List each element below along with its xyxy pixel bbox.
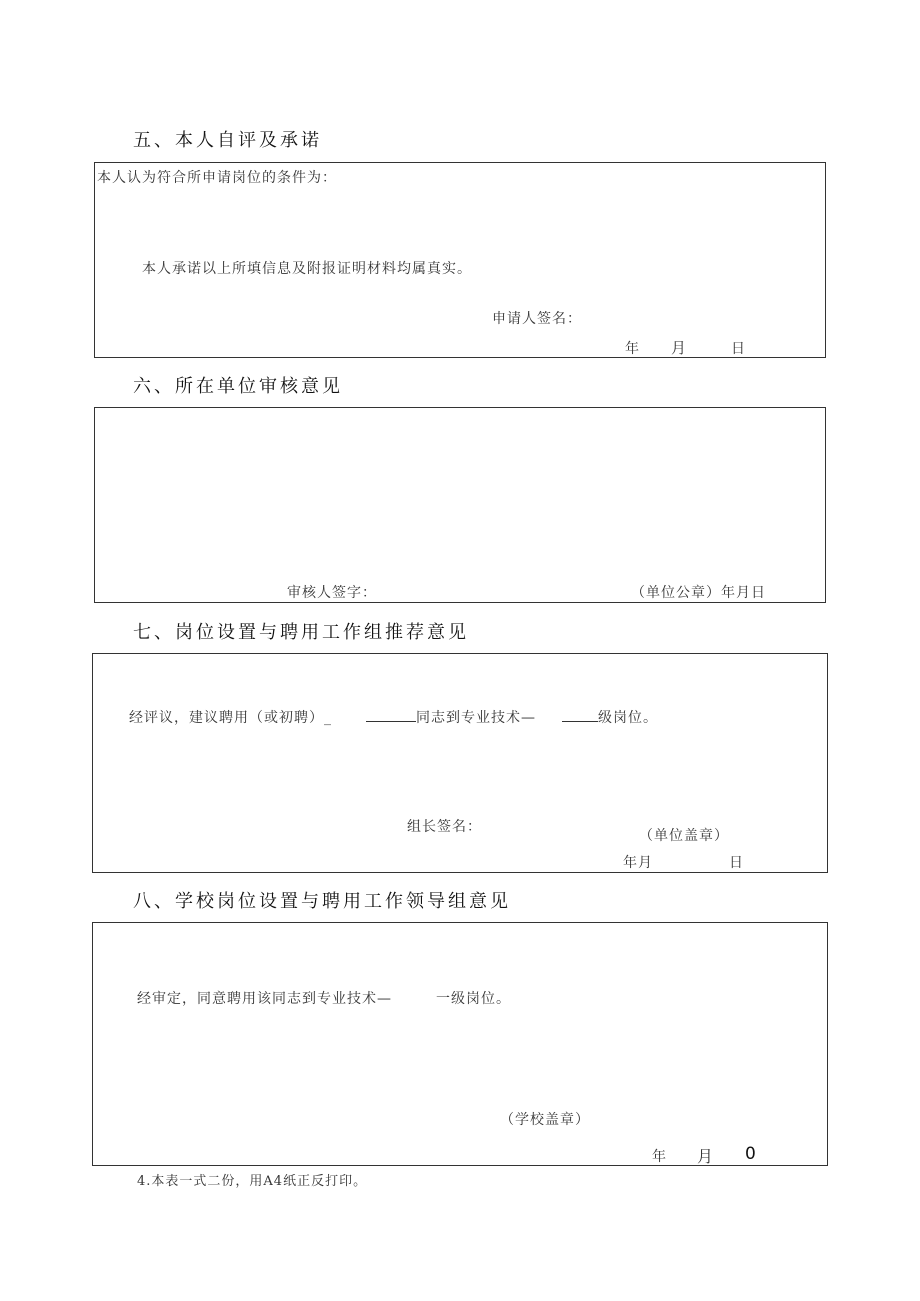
group-leader-signature-label: 组长签名： <box>407 819 482 835</box>
approve-suffix: 一级岗位。 <box>436 991 511 1007</box>
date-day: 日 <box>729 855 744 871</box>
section-7-heading: 七、岗位设置与聘用工作组推荐意见 <box>133 622 469 643</box>
grade-blank <box>562 707 598 722</box>
section-6-heading: 六、所在单位审核意见 <box>133 376 343 397</box>
recommend-prefix: 经评议，建议聘用（或初聘）_ <box>129 710 332 726</box>
date-day: 日 <box>731 341 746 357</box>
date-month: 月 <box>671 339 688 357</box>
date-day: 0 <box>745 1144 756 1164</box>
self-evaluation-box <box>94 162 826 358</box>
section-8-heading: 八、学校岗位设置与聘用工作领导组意见 <box>133 891 511 912</box>
recommend-mid: 同志到专业技术— <box>416 710 536 726</box>
applicant-signature-label: 申请人签名： <box>492 311 582 327</box>
date-year-month: 年月 <box>623 855 653 871</box>
date-year: 年 <box>625 341 640 357</box>
working-group-box <box>92 653 828 873</box>
school-seal: （学校盖章） <box>500 1112 590 1128</box>
date-month: 月 <box>697 1147 715 1166</box>
recommendation-line <box>129 707 658 727</box>
footnote: 4.本表一式二份，用A4纸正反打印。 <box>137 1174 368 1189</box>
date-year: 年 <box>652 1149 667 1165</box>
name-blank <box>366 707 416 722</box>
approve-prefix: 经审定，同意聘用该同志到专业技术— <box>137 991 392 1007</box>
reviewer-signature-label: 审核人签字： <box>287 585 377 601</box>
unit-review-box <box>94 407 826 603</box>
recommend-suffix: 级岗位。 <box>598 710 658 726</box>
leadership-group-box <box>92 922 828 1166</box>
unit-seal-date: （单位公章）年月日 <box>631 585 766 601</box>
approval-line <box>137 988 511 1008</box>
promise-statement: 本人承诺以上所填信息及附报证明材料均属真实。 <box>142 261 472 277</box>
conditions-label: 本人认为符合所申请岗位的条件为： <box>97 170 337 186</box>
section-5-heading: 五、本人自评及承诺 <box>133 130 322 151</box>
unit-seal: （单位盖章） <box>639 828 729 844</box>
